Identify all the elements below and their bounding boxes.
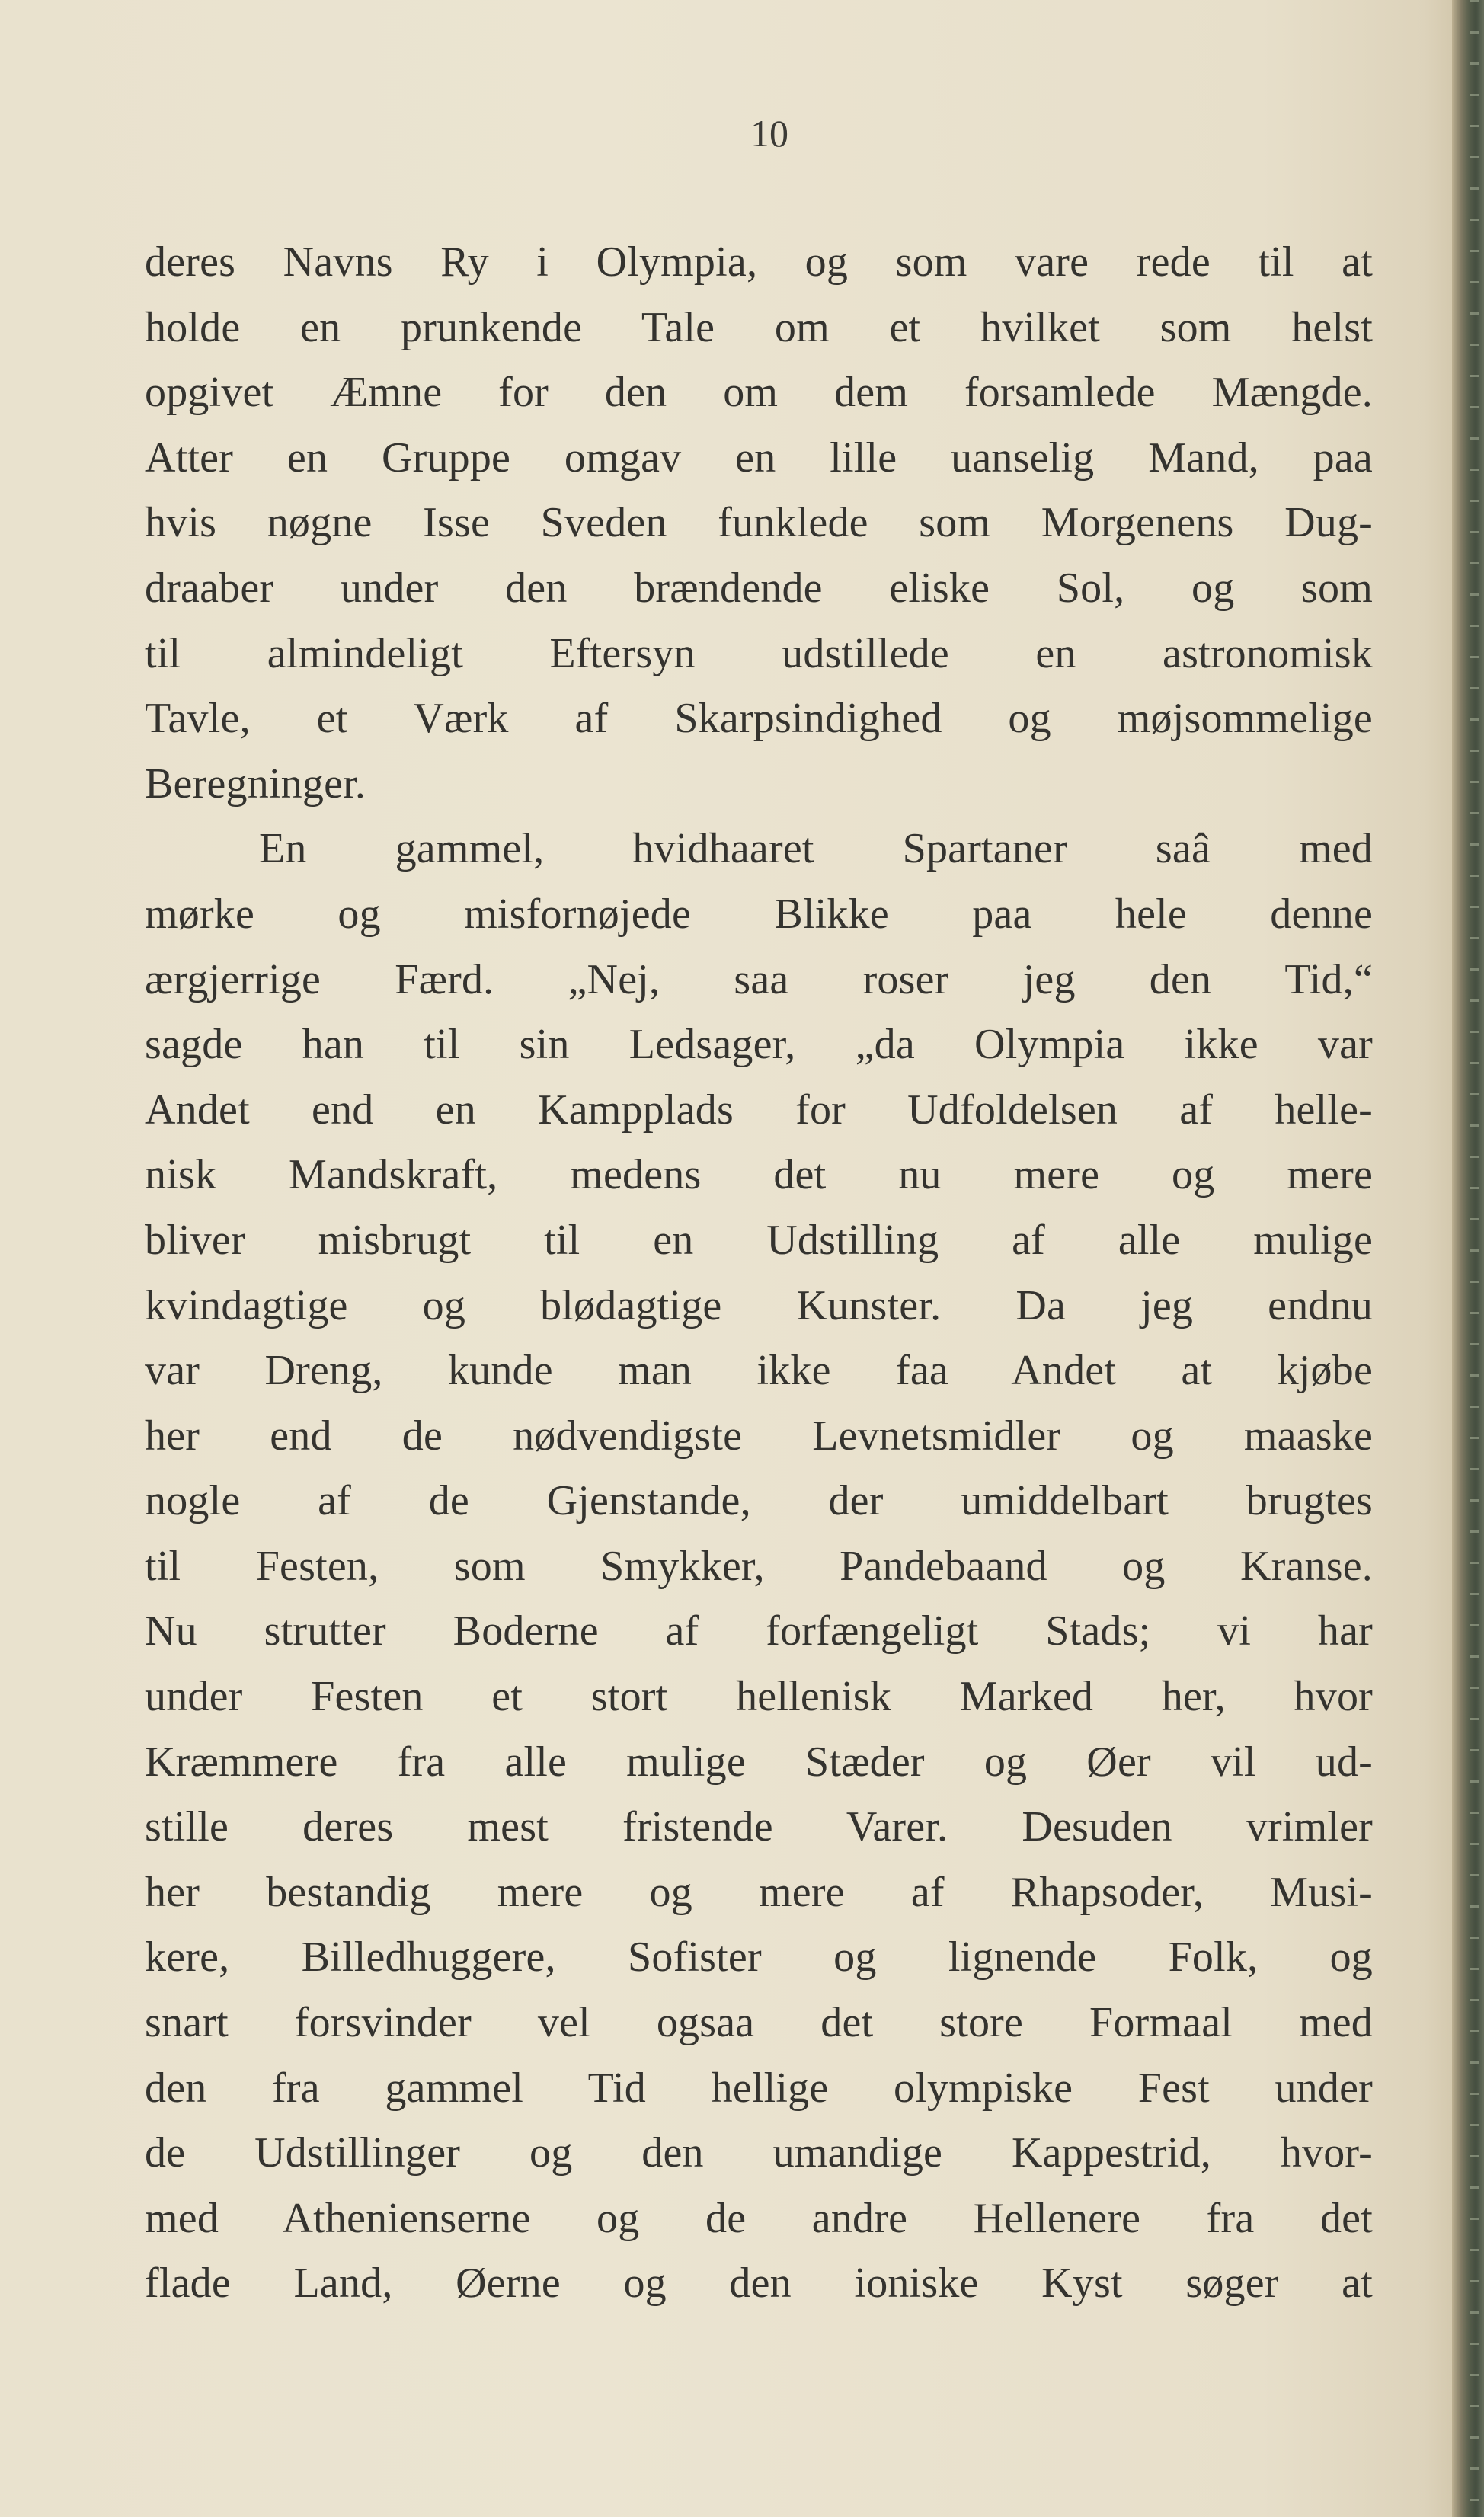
- text-line: under Festen et stort hellenisk Marked her, hvor: [145, 1673, 1373, 1721]
- text-line: opgivet Æmne for den om dem forsamlede Mængde.: [145, 369, 1373, 417]
- text-line: sagde han til sin Ledsager, „da Olympia ikke var: [145, 1021, 1373, 1069]
- text-line: til Festen, som Smykker, Pandebaand og Kranse.: [145, 1542, 1373, 1590]
- text-line: Kræmmere fra alle mulige Stæder og Øer vil ud-: [145, 1738, 1373, 1786]
- text-line: til almindeligt Eftersyn udstillede en astronomisk: [145, 629, 1373, 677]
- text-line: deres Navns Ry i Olympia, og som vare rede til at: [145, 238, 1373, 286]
- text-line: kvindagtige og blødagtige Kunster. Da jeg endnu: [145, 1281, 1373, 1329]
- text-line: Tavle, et Værk af Skarpsindighed og møjsommelige: [145, 695, 1373, 743]
- text-line: Nu strutter Boderne af forfængeligt Stads; vi har: [145, 1607, 1373, 1655]
- text-line: Andet end en Kampplads for Udfoldelsen af helle-: [145, 1086, 1373, 1134]
- page-number: 10: [750, 112, 788, 155]
- text-line: med Athenienserne og de andre Hellenere fra det: [145, 2194, 1373, 2242]
- text-line: ærgjerrige Færd. „Nej, saa roser jeg den Tid,“: [145, 955, 1373, 1003]
- text-line: En gammel, hvidhaaret Spartaner saâ med: [259, 825, 1373, 873]
- text-line: Atter en Gruppe omgav en lille uanselig Mand, paa: [145, 433, 1373, 481]
- text-line: de Udstillinger og den umandige Kappestrid, hvor-: [145, 2129, 1373, 2177]
- text-line: den fra gammel Tid hellige olympiske Fest under: [145, 2064, 1373, 2112]
- text-line: nisk Mandskraft, medens det nu mere og mere: [145, 1151, 1373, 1199]
- text-line: her bestandig mere og mere af Rhapsoder, Musi-: [145, 1868, 1373, 1916]
- text-line: hvis nøgne Isse Sveden funklede som Morgenens Dug-: [145, 499, 1373, 547]
- text-line: flade Land, Øerne og den ioniske Kyst søger at: [145, 2260, 1373, 2308]
- page-edge-texture: [1470, 0, 1479, 2517]
- text-line: stille deres mest fristende Varer. Desuden vrimler: [145, 1803, 1373, 1851]
- text-line: kere, Billedhuggere, Sofister og lignende Folk, og: [145, 1933, 1373, 1981]
- text-line: snart forsvinder vel ogsaa det store Formaal med: [145, 1999, 1373, 2047]
- text-line: holde en prunkende Tale om et hvilket som helst: [145, 303, 1373, 351]
- text-line: mørke og misfornøjede Blikke paa hele denne: [145, 890, 1373, 938]
- text-line: nogle af de Gjenstande, der umiddelbart brugtes: [145, 1477, 1373, 1525]
- text-line: var Dreng, kunde man ikke faa Andet at kjøbe: [145, 1347, 1373, 1395]
- text-line: bliver misbrugt til en Udstilling af alle mulige: [145, 1216, 1373, 1264]
- text-line: Beregninger.: [145, 760, 366, 808]
- body-text: [145, 230, 1373, 2317]
- text-line: her end de nødvendigste Levnetsmidler og maaske: [145, 1412, 1373, 1460]
- text-line: draaber under den brændende eliske Sol, og som: [145, 564, 1373, 612]
